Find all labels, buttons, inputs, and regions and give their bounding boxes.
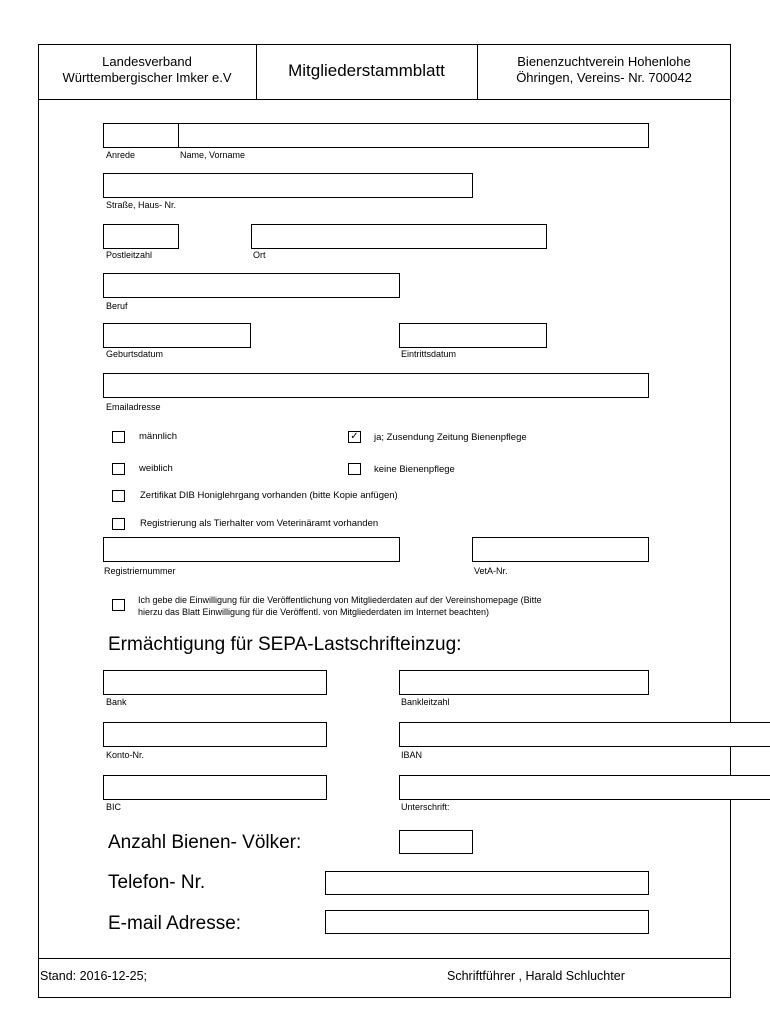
registration-checkbox[interactable] (112, 518, 125, 530)
phone-input[interactable] (325, 871, 649, 895)
consent-line-2: hierzu das Blatt Einwilligung für die Veröffentl. von Mitgliederdaten im Internet beachten) (138, 607, 490, 617)
association-name: Landesverband (102, 54, 192, 69)
signature-label: Unterschrift: (401, 802, 450, 812)
newspaper-label: ja; Zusendung Zeitung Bienenpflege (374, 432, 527, 443)
phone-label: Telefon- Nr. (108, 872, 206, 893)
signature-input[interactable] (399, 775, 770, 800)
registration-label: Registrierung als Tierhalter vom Veterinäramt vorhanden (140, 518, 379, 529)
bic-label: BIC (106, 802, 122, 812)
colonies-input[interactable] (399, 830, 473, 854)
iban-input[interactable] (399, 722, 770, 747)
header-divider (38, 99, 731, 100)
no-newspaper-label: keine Bienenpflege (374, 464, 455, 475)
association-name-line2: Württembergischer Imker e.V (62, 70, 232, 85)
account-number-input[interactable] (103, 722, 327, 747)
no-newspaper-checkbox[interactable] (348, 463, 361, 475)
entry-date-input[interactable] (399, 323, 547, 348)
consent-checkbox[interactable] (112, 599, 125, 611)
page-title: Mitgliederstammblatt (288, 61, 445, 80)
name-input[interactable] (178, 123, 649, 148)
club-name: Bienenzuchtverein Hohenlohe (517, 54, 691, 69)
bank-input[interactable] (103, 670, 327, 695)
colonies-label: Anzahl Bienen- Völker: (108, 832, 302, 853)
club-number: Öhringen, Vereins- Nr. 700042 (516, 70, 692, 85)
registration-number-label: Registriernummer (104, 566, 176, 576)
bic-input[interactable] (103, 775, 327, 800)
sepa-heading: Ermächtigung für SEPA-Lastschrifteinzug: (108, 634, 462, 655)
bank-code-label: Bankleitzahl (401, 697, 450, 707)
certificate-label: Zertifikat DIB Honiglehrgang vorhanden (bitte Kopie anfügen) (140, 490, 398, 501)
city-input[interactable] (251, 224, 547, 249)
postal-code-input[interactable] (103, 224, 179, 249)
profession-input[interactable] (103, 273, 400, 298)
veta-number-input[interactable] (472, 537, 649, 562)
city-label: Ort (253, 250, 266, 260)
consent-line-1: Ich gebe die Einwilligung für die Veröffentlichung von Mitgliederdaten auf der Vereinshomepage (Bitte (138, 595, 542, 605)
entry-date-label: Eintrittsdatum (401, 349, 457, 359)
birthdate-label: Geburtsdatum (106, 349, 164, 359)
male-checkbox[interactable] (112, 431, 125, 443)
email-input[interactable] (103, 373, 649, 398)
veta-number-label: VetA-Nr. (474, 566, 508, 576)
header-left (38, 54, 256, 86)
female-checkbox[interactable] (112, 463, 125, 475)
anrede-input[interactable] (103, 123, 179, 148)
birthdate-input[interactable] (103, 323, 251, 348)
footer-divider (38, 958, 731, 959)
iban-label: IBAN (401, 750, 423, 760)
bank-label: Bank (106, 697, 127, 707)
street-input[interactable] (103, 173, 473, 198)
email-address-input[interactable] (325, 910, 649, 934)
consent-text (138, 594, 542, 618)
anrede-label: Anrede (106, 150, 136, 160)
header-right (477, 54, 731, 86)
postal-code-label: Postleitzahl (106, 250, 153, 260)
account-number-label: Konto-Nr. (106, 750, 145, 760)
male-label: männlich (139, 431, 178, 442)
name-label: Name, Vorname (180, 150, 246, 160)
footer-date: Stand: 2016-12-25; (40, 969, 148, 983)
certificate-checkbox[interactable] (112, 490, 125, 502)
street-label: Straße, Haus- Nr. (106, 200, 177, 210)
registration-number-input[interactable] (103, 537, 400, 562)
email-label: Emailadresse (106, 402, 161, 412)
profession-label: Beruf (106, 301, 128, 311)
bank-code-input[interactable] (399, 670, 649, 695)
female-label: weiblich (139, 463, 173, 474)
checkmark-icon: ✓ (350, 431, 359, 442)
newspaper-checkbox[interactable] (348, 431, 361, 443)
email-address-label: E-mail Adresse: (108, 913, 242, 934)
footer-secretary: Schriftführer , Harald Schluchter (447, 969, 625, 983)
